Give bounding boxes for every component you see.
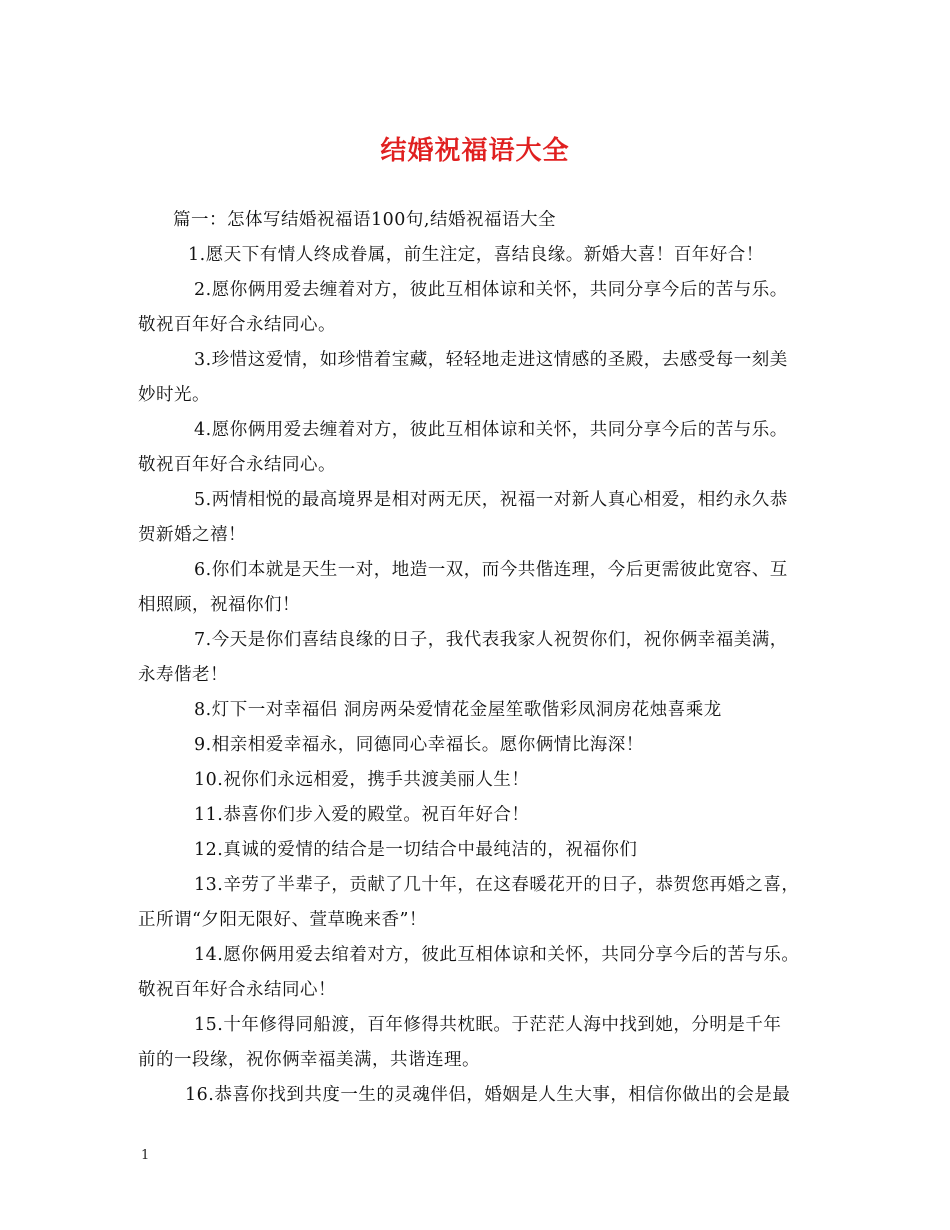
paragraph-line: 13.辛劳了半辈子，贡献了几十年，在这春暖花开的日子，恭贺您再婚之喜， — [194, 875, 800, 895]
paragraph-line: 相照顾，祝福你们！ — [138, 595, 300, 615]
paragraph-line: 5.两情相悦的最高境界是相对两无厌，祝福一对新人真心相爱，相约永久恭 — [194, 490, 788, 510]
paragraph-line: 敬祝百年好合永结同心。 — [138, 315, 336, 335]
paragraph-line: 贺新婚之禧！ — [138, 525, 246, 545]
document-title: 结婚祝福语大全 — [380, 136, 570, 166]
paragraph-line: 1.愿天下有情人终成眷属，前生注定，喜结良缘。新婚大喜！百年好合！ — [188, 245, 764, 265]
section-heading: 篇一：怎体写结婚祝福语100句,结婚祝福语大全 — [173, 210, 556, 230]
paragraph-line: 永寿偕老！ — [138, 665, 228, 685]
document-body — [138, 203, 828, 1113]
paragraph-line: 6.你们本就是天生一对，地造一双，而今共偕连理，今后更需彼此宽容、互 — [194, 560, 788, 580]
paragraph-line: 9.相亲相爱幸福永，同德同心幸福长。愿你俩情比海深！ — [194, 735, 644, 755]
paragraph-line: 妙时光。 — [138, 385, 210, 405]
paragraph-line: 正所谓“夕阳无限好、萱草晚来香”！ — [138, 910, 427, 930]
paragraph-line: 8.灯下一对幸福侣 洞房两朵爱情花金屋笙歌偕彩凤洞房花烛喜乘龙 — [194, 700, 722, 720]
paragraph-line: 敬祝百年好合永结同心！ — [138, 980, 336, 1000]
paragraph-line: 12.真诚的爱情的结合是一切结合中最纯洁的，祝福你们 — [194, 840, 638, 860]
paragraph-line: 7.今天是你们喜结良缘的日子，我代表我家人祝贺你们，祝你俩幸福美满， — [194, 630, 788, 650]
paragraph-line: 敬祝百年好合永结同心。 — [138, 455, 336, 475]
paragraph-line: 16.恭喜你找到共度一生的灵魂伴侣，婚姻是人生大事，相信你做出的会是最 — [185, 1085, 791, 1105]
paragraph-line: 10.祝你们永远相爱，携手共渡美丽人生！ — [194, 770, 530, 790]
page-number: 1 — [141, 1148, 150, 1163]
paragraph-line: 前的一段缘，祝你俩幸福美满，共谐连理。 — [138, 1050, 480, 1070]
paragraph-line: 3.珍惜这爱情，如珍惜着宝藏，轻轻地走进这情感的圣殿，去感受每一刻美 — [194, 350, 788, 370]
paragraph-line: 2.愿你俩用爱去缠着对方，彼此互相体谅和关怀，共同分享今后的苦与乐。 — [194, 280, 788, 300]
paragraph-line: 11.恭喜你们步入爱的殿堂。祝百年好合！ — [194, 805, 530, 825]
paragraph-line: 4.愿你俩用爱去缠着对方，彼此互相体谅和关怀，共同分享今后的苦与乐。 — [194, 420, 788, 440]
paragraph-line: 15.十年修得同船渡，百年修得共枕眠。于茫茫人海中找到她，分明是千年 — [194, 1015, 782, 1035]
paragraph-line: 14.愿你俩用爱去绾着对方，彼此互相体谅和关怀，共同分享今后的苦与乐。 — [194, 945, 800, 965]
